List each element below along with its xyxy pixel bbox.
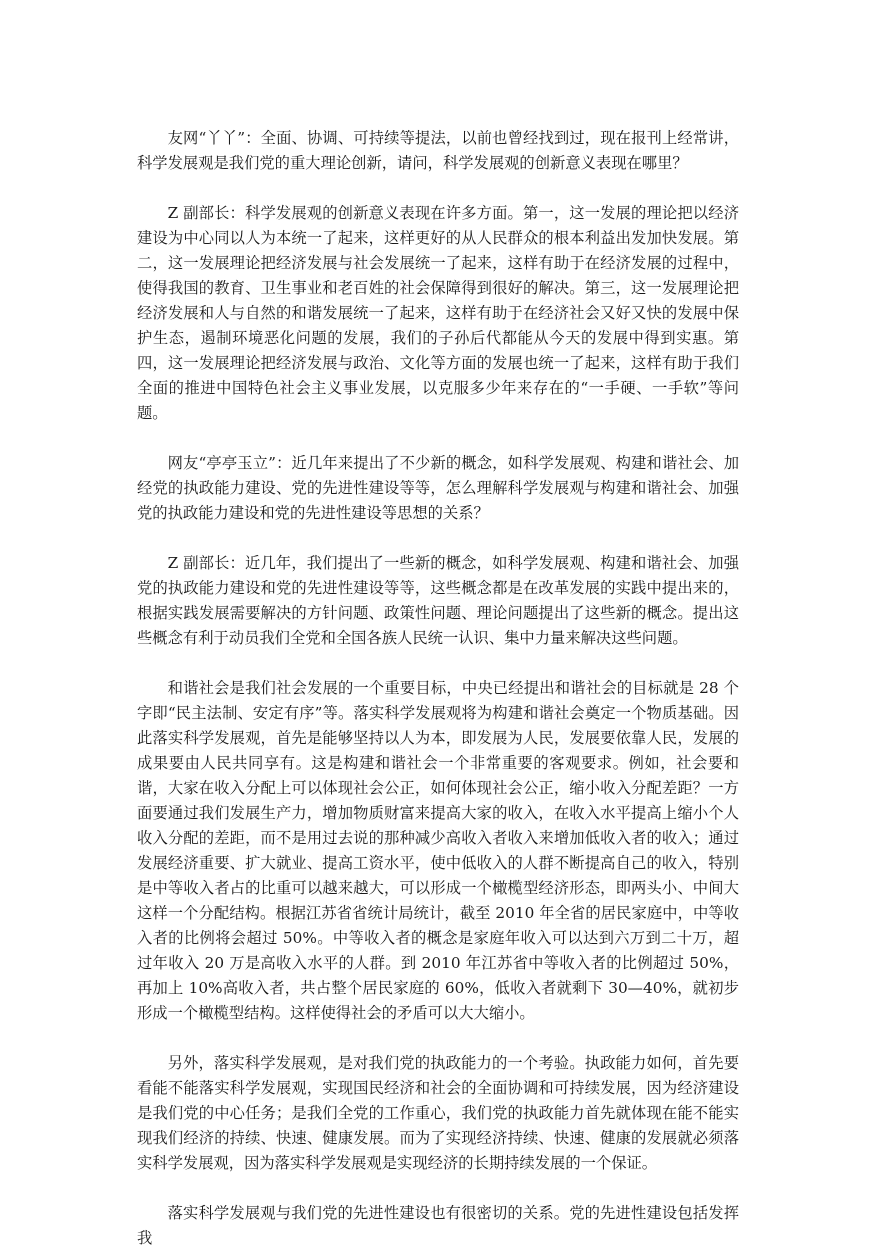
paragraph-netizen-question-2: 网友“亭亭玉立”：近几年来提出了不少新的概念，如科学发展观、构建和谐社会、加经党的执政能力建设、党的先进性建设等等，怎么理解科学发展观与构建和谐社会、加强党的执政能力建设和党的先进性建设等思想的关系？	[137, 454, 739, 522]
paragraph-governing-capacity: 另外，落实科学发展观，是对我们党的执政能力的一个考验。执政能力如何，首先要看能不能落实科学发展观，实现国民经济和社会的全面协调和可持续发展，因为经济建设是我们党的中心任务；是我们全党的工作重心，我们党的执政能力首先就体现在能不能实现我们经济的持续、快速、健康发展。而为了实现经济持续、快速、健康的发展就必须落实科学发展观，因为落实科学发展观是实现经济的长期持续发展的一个保证。	[137, 1054, 739, 1172]
paragraph-harmonious-society: 和谐社会是我们社会发展的一个重要目标，中央已经提出和谐社会的目标就是 28 个字即“民主法制、安定有序”等。落实科学发展观将为构建和谐社会奠定一个物质基础。因此落实科学发展观，首先是能够坚持以人为本，即发展为人民，发展要依靠人民，发展的成果要由人民共同享有。这是构建和谐社会一个非常重要的客观要求。例如，社会要和谐，大家在收入分配上可以体现社会公正，如何体现社会公正，缩小收入分配差距？一方面要通过我们发展生产力，增加物质财富来提高大家的收入，在收入水平提高上缩小个人收入分配的差距，而不是用过去说的那种减少高收入者收入来增加低收入者的收入；通过发展经济重要、扩大就业、提高工资水平，使中低收入的人群不断提高自己的收入，特别是中等收入者占的比重可以越来越大，可以形成一个橄榄型经济形态，即两头小、中间大这样一个分配结构。根据江苏省省统计局统计，截至 2010 年全省的居民家庭中，中等收入者的比例将会超过 50%。中等收入者的概念是家庭年收入可以达到六万到二十万，超过年收入 20 万是高收入水平的人群。到 2010 年江苏省中等收入者的比例超过 50%，再加上 10%高收入者，共占整个居民家庭的 60%，低收入者就剩下 30—40%，就初步形成一个橄榄型结构。这样使得社会的矛盾可以大大缩小。	[137, 679, 739, 1022]
paragraph-netizen-question-1: 友网“丫丫”：全面、协调、可持续等提法，以前也曾经找到过，现在报刊上经常讲，科学发展观是我们党的重大理论创新，请问，科学发展观的创新意义表现在哪里？	[137, 129, 739, 172]
paragraph-deputy-answer-2: Z 副部长：近几年，我们提出了一些新的概念，如科学发展观、构建和谐社会、加强党的执政能力建设和党的先进性建设等等，这些概念都是在改革发展的实践中提出来的，根据实践发展需要解决的方针问题、政策性问题、理论问题提出了这些新的概念。提出这些概念有利于动员我们全党和全国各族人民统一认识、集中力量来解决这些问题。	[137, 554, 739, 647]
document-body	[137, 126, 739, 1251]
paragraph-advanced-nature: 落实科学发展观与我们党的先进性建设也有很密切的关系。党的先进性建设包括发挥我	[137, 1204, 739, 1247]
paragraph-deputy-answer-1: Z 副部长：科学发展观的创新意义表现在许多方面。第一，这一发展的理论把以经济建设为中心同以人为本统一了起来，这样更好的从人民群众的根本利益出发加快发展。第二，这一发展理论把经济发展与社会发展统一了起来，这样有助于在经济发展的过程中，使得我国的教育、卫生事业和老百姓的社会保障得到很好的解决。第三，这一发展理论把经济发展和人与自然的和谐发展统一了起来，这样有助于在经济社会又好又快的发展中保护生态，遏制环境恶化问题的发展，我们的子孙后代都能从今天的发展中得到实惠。第四，这一发展理论把经济发展与政治、文化等方面的发展也统一了起来，这样有助于我们全面的推进中国特色社会主义事业发展，以克服多少年来存在的“一手硬、一手软”等问题。	[137, 204, 739, 422]
